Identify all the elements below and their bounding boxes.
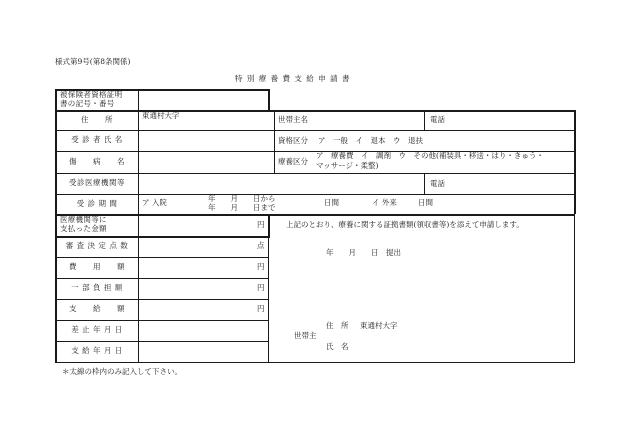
rule bbox=[138, 89, 139, 362]
form-title: 特 別 療 養 費 支 給 申 請 書 bbox=[235, 74, 351, 83]
treatment-options-line1[interactable]: ア 療養費 イ 調剤 ウ その他(補装具・移送・はり・きゅう・ bbox=[316, 151, 544, 160]
pay-date-label: 支 給 年 月 日 bbox=[71, 346, 123, 356]
period-outpatient: イ 外来 bbox=[372, 198, 397, 207]
period-days-inpatient[interactable]: 日間 bbox=[324, 198, 339, 207]
diff-date-label: 差 止 年 月 日 bbox=[71, 325, 123, 335]
copay-yen-unit: 円 bbox=[257, 283, 265, 292]
qualification-options[interactable]: ア 一般 イ 退本 ウ 退扶 bbox=[318, 136, 423, 145]
copay-label: 一 部 負 担 額 bbox=[71, 283, 123, 293]
applicant-address-label: 住 所 bbox=[326, 321, 349, 330]
rule bbox=[274, 110, 275, 173]
rule bbox=[424, 173, 425, 194]
points-label: 審 査 決 定 点 数 bbox=[65, 241, 129, 251]
applicant-name-label: 氏 名 bbox=[326, 342, 349, 351]
rule bbox=[268, 89, 270, 110]
form-number: 様式第9号(第8条関係) bbox=[55, 57, 131, 66]
qualification-label: 資格区分 bbox=[278, 136, 308, 145]
rule bbox=[574, 214, 575, 363]
insured-cert-label: 被保険者資格証明 書の記号・番号 bbox=[60, 89, 123, 108]
rule bbox=[424, 110, 425, 130]
period-type: ア 入院 bbox=[142, 198, 167, 207]
treatment-options-line2[interactable]: マッサージ・柔整) bbox=[316, 161, 379, 170]
address-value[interactable]: 東通村大字 bbox=[142, 111, 180, 120]
rule bbox=[55, 362, 575, 363]
illness-label: 傷 病 名 bbox=[69, 156, 125, 166]
phone2-label: 電話 bbox=[430, 179, 445, 188]
period-label: 受 診 期 間 bbox=[76, 198, 118, 208]
phone-label: 電話 bbox=[430, 115, 445, 124]
points-unit: 点 bbox=[257, 241, 265, 250]
footnote: ＊太線の枠内のみ記入して下さい。 bbox=[62, 367, 182, 376]
applicant-role: 世帯主 bbox=[294, 331, 317, 340]
rule bbox=[268, 236, 269, 363]
address-label: 住 所 bbox=[81, 114, 113, 124]
paid-amount-label: 医療機関等に 支払った金額 bbox=[60, 215, 107, 233]
submit-date-line[interactable]: 年 月 日 提出 bbox=[326, 248, 401, 257]
paid-yen-unit: 円 bbox=[257, 220, 265, 229]
rule bbox=[574, 110, 576, 214]
rule bbox=[268, 214, 270, 236]
facility-label: 受診医療機関等 bbox=[69, 178, 125, 188]
recipient-name-label: 受 診 者 氏 名 bbox=[71, 135, 123, 145]
cost-yen-unit: 円 bbox=[257, 262, 265, 271]
declaration-text: 上記のとおり、療養に関する証拠書類(領収書等)を添えて申請します。 bbox=[286, 220, 524, 229]
payment-label: 支 給 額 bbox=[69, 304, 125, 314]
cost-label: 費 用 額 bbox=[69, 262, 125, 272]
applicant-address-value[interactable]: 東通村大字 bbox=[360, 321, 398, 330]
period-days-outpatient[interactable]: 日間 bbox=[418, 198, 433, 207]
period-from[interactable]: 年 月 日から bbox=[208, 194, 276, 203]
treatment-label: 療養区分 bbox=[278, 157, 308, 166]
period-to[interactable]: 年 月 日まで bbox=[208, 203, 276, 212]
householder-name-label: 世帯主名 bbox=[278, 115, 308, 124]
payment-yen-unit: 円 bbox=[257, 304, 265, 313]
